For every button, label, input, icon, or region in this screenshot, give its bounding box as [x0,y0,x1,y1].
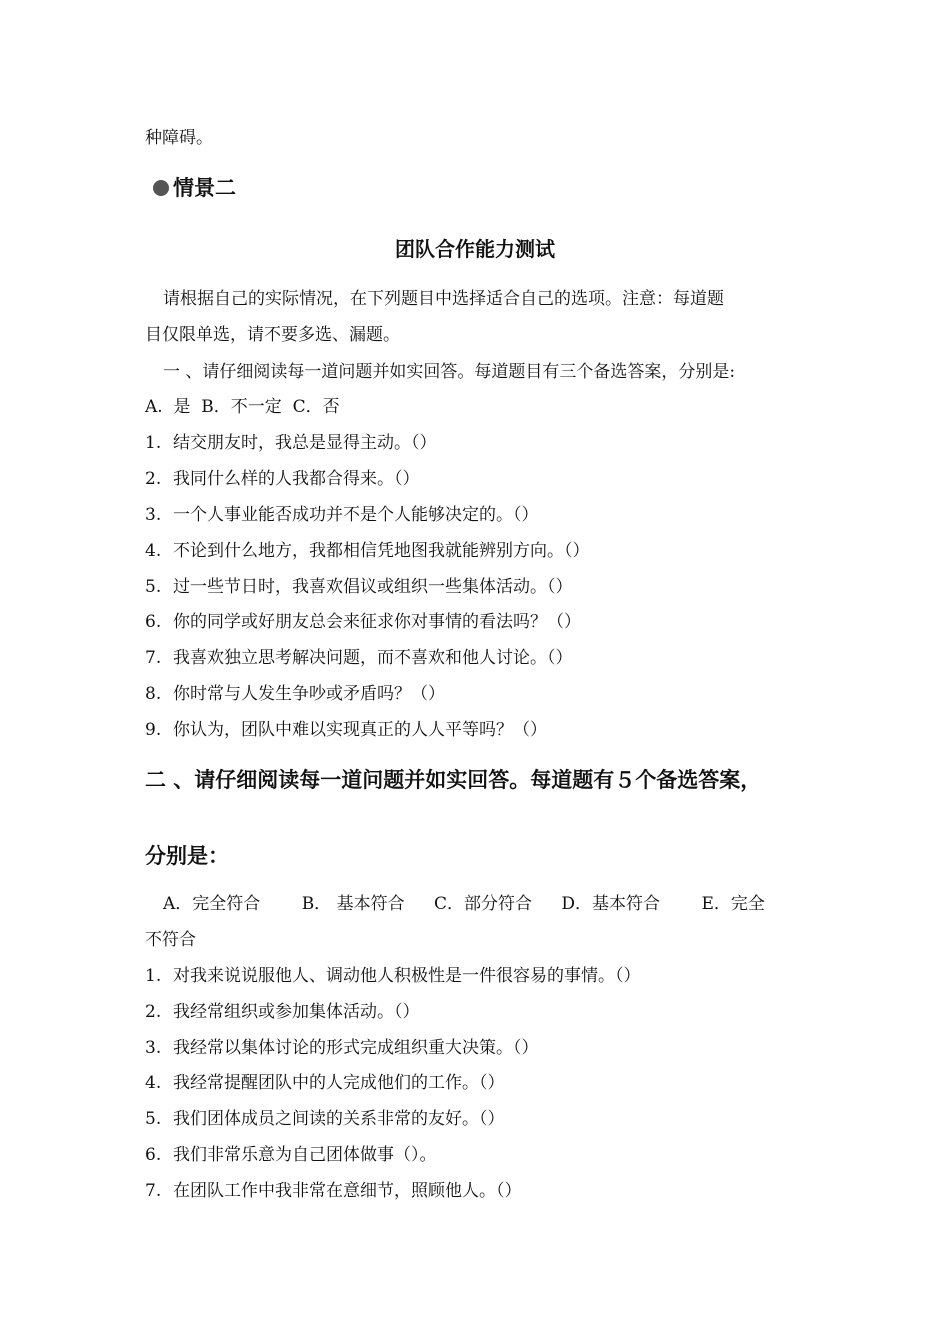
part2-question [145,1071,505,1095]
question-text: 我同什么样的人我都合得来。（） [173,469,420,489]
part2-question [145,1143,437,1167]
part1-question [145,610,581,634]
part1-question [145,646,573,670]
question-text: 你时常与人发生争吵或矛盾吗？（） [173,684,445,704]
question-number: 4. [145,541,162,561]
part1-question [145,431,437,455]
part1-intro: 一 、请仔细阅读每一道问题并如实回答。每道题目有三个备选答案，分别是: [163,362,736,382]
bullet-icon [153,180,169,196]
test-title: 团队合作能力测试 [395,237,555,261]
part2-question [145,1000,420,1024]
question-text: 我喜欢独立思考解决问题，而不喜欢和他人讨论。（） [173,648,573,668]
part2-options [163,892,765,916]
question-text: 我们非常乐意为自己团体做事（）。 [173,1145,437,1165]
part1-question [145,682,445,706]
instructions-line-2: 目仅限单选，请不要多选、漏题。 [145,325,400,345]
question-text: 对我来说说服他人、调动他人积极性是一件很容易的事情。（） [173,966,641,986]
question-text: 过一些节日时，我喜欢倡议或组织一些集体活动。（） [173,577,573,597]
question-number: 7. [145,648,162,668]
question-text: 你认为，团队中难以实现真正的人人平等吗？（） [173,720,547,740]
question-text: 我经常提醒团队中的人完成他们的工作。（） [173,1073,505,1093]
part1-question [145,503,539,527]
question-number: 1. [145,966,162,986]
question-text: 结交朋友时，我总是显得主动。（） [173,433,437,453]
question-number: 7. [145,1181,162,1201]
option-e: E．完全 [701,894,765,914]
question-text: 你的同学或好朋友总会来征求你对事情的看法吗？（） [173,612,581,632]
question-number: 5. [145,577,162,597]
option-a: A．完全符合 [163,894,261,914]
part1-question [145,467,420,491]
part2-question [145,1179,522,1203]
question-number: 6. [145,1145,162,1165]
question-number: 5. [145,1109,162,1129]
option-b: B． 基本符合 [301,894,405,914]
part2-question [145,1107,505,1131]
question-number: 8. [145,684,162,704]
part1-question [145,575,573,599]
part2-intro-line-1: 二 、请仔细阅读每一道问题并如实回答。每道题有５个备选答案， [145,768,762,792]
question-text: 我经常以集体讨论的形式完成组织重大决策。（） [173,1038,539,1058]
question-number: 2. [145,1002,162,1022]
part2-options-wrap: 不符合 [145,930,196,950]
question-number: 2. [145,469,162,489]
question-text: 我经常组织或参加集体活动。（） [173,1002,420,1022]
part1-question [145,718,547,742]
scene-heading [153,174,236,202]
option-c: C．部分符合 [434,894,533,914]
scene-heading-text: 情景二 [173,176,236,200]
part1-question [145,539,590,563]
part1-options: A. 是 B．不一定 C．否 [145,397,340,417]
question-number: 3. [145,505,162,525]
question-number: 9. [145,720,162,740]
question-text: 不论到什么地方，我都相信凭地图我就能辨别方向。（） [173,541,590,561]
part2-intro-line-2: 分别是： [145,844,229,868]
question-number: 6. [145,612,162,632]
option-d: D．基本符合 [561,894,661,914]
part2-question [145,1036,539,1060]
question-number: 4. [145,1073,162,1093]
question-text: 我们团体成员之间读的关系非常的友好。（） [173,1109,505,1129]
question-number: 1. [145,433,162,453]
question-text: 一个人事业能否成功并不是个人能够决定的。（） [173,505,539,525]
question-number: 3. [145,1038,162,1058]
instructions-line-1: 请根据自己的实际情况，在下列题目中选择适合自己的选项。注意：每道题 [163,289,724,309]
part2-question [145,964,641,988]
question-text: 在团队工作中我非常在意细节，照顾他人。（） [173,1181,522,1201]
continuation-text: 种障碍。 [145,128,213,148]
